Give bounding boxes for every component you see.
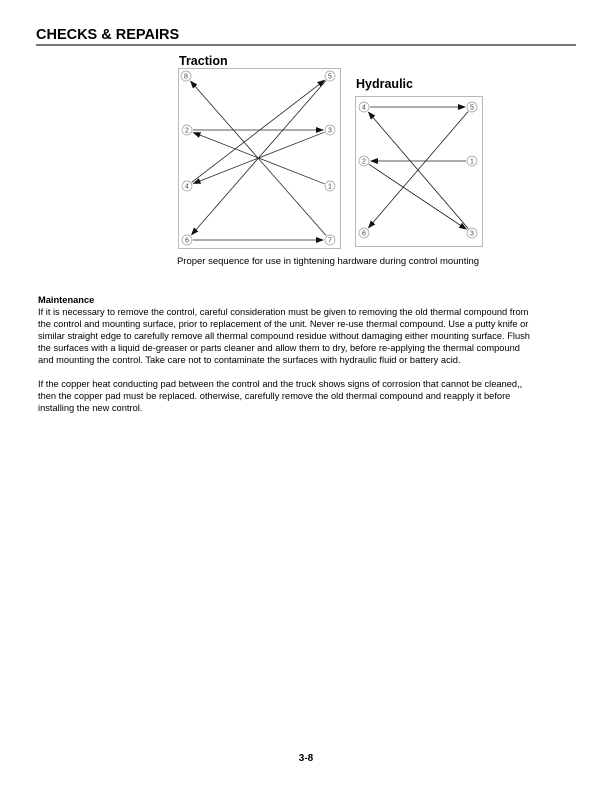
page-header-title: CHECKS & REPAIRS xyxy=(36,27,180,43)
bolt-node-label: 3 xyxy=(328,127,332,135)
bolt-node-label: 7 xyxy=(328,237,332,245)
bolt-node-label: 2 xyxy=(362,158,366,166)
paragraph-line: installing the new control. xyxy=(38,403,143,413)
sequence-arrow xyxy=(192,80,325,182)
paragraph-line: then the copper pad must be replaced. otherwise, carefully remove the old thermal compound and reapply it before xyxy=(38,391,511,401)
bolt-node-label: 1 xyxy=(470,158,474,166)
traction-arrows xyxy=(191,80,326,240)
bolt-node-label: 5 xyxy=(328,73,332,81)
bolt-node-label: 6 xyxy=(362,230,366,238)
maintenance-paragraph-1 xyxy=(38,306,578,366)
maintenance-paragraph-2 xyxy=(38,378,578,414)
bolt-node-label: 3 xyxy=(470,230,474,238)
paragraph-line: If it is necessary to remove the control, careful consideration must be given to removing the old thermal compound from xyxy=(38,307,529,317)
figure-caption: Proper sequence for use in tightening hardware during control mounting xyxy=(176,256,480,267)
traction-diagram-title: Traction xyxy=(179,54,228,68)
page-number: 3-8 xyxy=(298,753,314,764)
bolt-node-label: 6 xyxy=(185,237,189,245)
bolt-node-label: 2 xyxy=(185,127,189,135)
bolt-node-label: 8 xyxy=(184,73,188,81)
hydraulic-arrows xyxy=(369,107,469,229)
paragraph-line: and mounting the control. Take care not to contaminate the surfaces with hydraulic fluid or battery acid. xyxy=(38,355,461,365)
sequence-arrow xyxy=(192,81,326,235)
tightening-sequence-diagrams xyxy=(0,0,612,260)
paragraph-line: the surfaces with a liquid de-greaser or parts cleaner and allow them to dry, before re-applying the thermal compound xyxy=(38,343,520,353)
sequence-arrow xyxy=(369,164,466,229)
bolt-node-label: 5 xyxy=(470,104,474,112)
bolt-node-label: 4 xyxy=(362,104,366,112)
paragraph-line: the control and mounting surface, prior to replacement of the unit. Never re-use thermal compound. Use a putty knife or xyxy=(38,319,529,329)
bolt-node-label: 4 xyxy=(185,183,189,191)
maintenance-heading: Maintenance xyxy=(38,295,95,305)
sequence-arrow xyxy=(369,112,469,228)
paragraph-line: If the copper heat conducting pad between the control and the truck shows signs of corrosion that cannot be cleaned,, xyxy=(38,379,523,389)
maintenance-section xyxy=(38,294,578,414)
sequence-arrow xyxy=(369,112,469,228)
bolt-node-label: 1 xyxy=(328,183,332,191)
paragraph-line: similar straight edge to carefully remove all thermal compound residue without damaging either mounting surface. Flush xyxy=(38,331,530,341)
hydraulic-diagram-title: Hydraulic xyxy=(356,77,413,91)
